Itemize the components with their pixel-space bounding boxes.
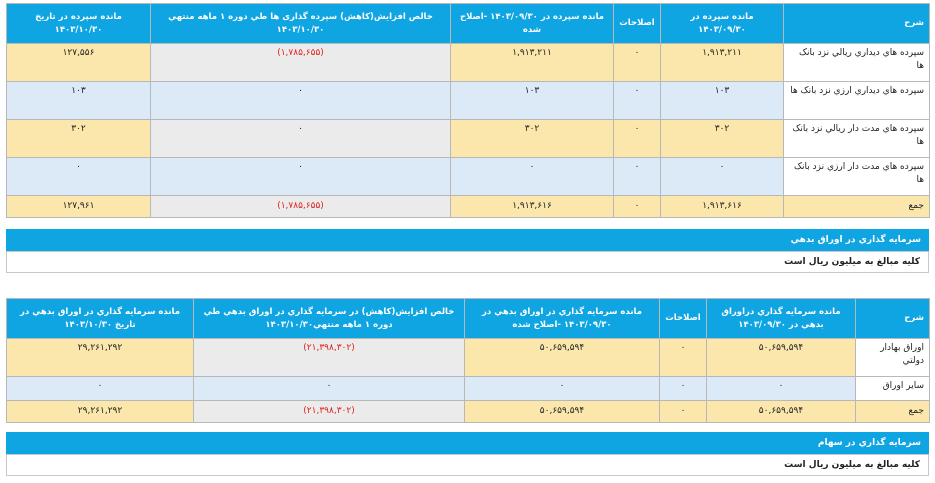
total-balance-adjusted: ۱,۹۱۳,۶۱۶ [451,196,614,218]
cell-balance-start: ۰ [661,158,784,196]
cell-adjustments: ۰ [614,44,661,82]
header-adjustments: اصلاحات [660,299,707,339]
cell-balance-adjusted: ۰ [451,158,614,196]
row-label: ساير اوراق [856,377,930,401]
row-label: سپرده هاي ديداري ريالي نزد بانک ها [784,44,930,82]
cell-balance-end: ۱۲۷,۵۵۶ [7,44,151,82]
bonds-table [6,298,930,423]
row-label: اوراق بهادار دولتي [856,339,930,377]
header-net-change: خالص افزايش(کاهش) در سرمايه گذاري در اوراق بدهي طي دوره ۱ ماهه منتهي۱۴۰۳/۱۰/۳۰ [194,299,465,339]
table-row [7,120,930,158]
table-row [7,339,930,377]
cell-adjustments: ۰ [614,120,661,158]
cell-balance-adjusted: ۳۰۲ [451,120,614,158]
row-label: سپرده هاي ديداري ارزي نزد بانک ها [784,82,930,120]
header-adjustments: اصلاحات [614,4,661,44]
header-description: شرح [856,299,930,339]
header-balance-adjusted: مانده سرمايه گذاري در اوراق بدهي در ۱۴۰۳/۰۹/۳۰ -اصلاح شده [465,299,660,339]
table-row [7,82,930,120]
total-balance-end: ۱۲۷,۹۶۱ [7,196,151,218]
cell-net-change: (۲۱,۳۹۸,۳۰۲) [194,339,465,377]
bonds-section-title: سرمايه گذاري در اوراق بدهي [6,229,929,251]
cell-adjustments: ۰ [614,82,661,120]
table-row [7,158,930,196]
table-row [7,377,930,401]
cell-balance-adjusted: ۵۰,۶۵۹,۵۹۴ [465,339,660,377]
total-row [7,401,930,423]
row-label: سپرده هاي مدت دار ارزي نزد بانک ها [784,158,930,196]
cell-balance-start: ۱,۹۱۳,۲۱۱ [661,44,784,82]
cell-net-change: ۰ [194,377,465,401]
total-label: جمع [856,401,930,423]
cell-balance-adjusted: ۰ [465,377,660,401]
cell-balance-start: ۱۰۳ [661,82,784,120]
header-balance-end: مانده سرمايه گذاري در اوراق بدهي در تاريخ ۱۴۰۳/۱۰/۳۰ [7,299,194,339]
header-net-change: خالص افزایش(کاهش) سپرده گذاری ها طي دوره ۱ ماهه منتهي ۱۴۰۳/۱۰/۳۰ [151,4,451,44]
row-label: سپرده هاي مدت دار ريالي نزد بانک ها [784,120,930,158]
cell-adjustments: ۰ [660,377,707,401]
cell-balance-end: ۰ [7,158,151,196]
deposits-header-row [7,4,930,44]
header-balance-start: مانده سپرده در ۱۴۰۳/۰۹/۳۰ [661,4,784,44]
cell-balance-end: ۰ [7,377,194,401]
bonds-units-note: کليه مبالغ به ميليون ريال است [6,251,929,273]
cell-balance-end: ۱۰۳ [7,82,151,120]
total-adjustments: ۰ [614,196,661,218]
cell-balance-end: ۲۹,۲۶۱,۲۹۲ [7,339,194,377]
cell-balance-start: ۰ [707,377,856,401]
cell-net-change: ۰ [151,158,451,196]
bonds-header-row [7,299,930,339]
cell-adjustments: ۰ [614,158,661,196]
total-net-change: (۲۱,۳۹۸,۳۰۲) [194,401,465,423]
header-balance-end: مانده سپرده در تاريخ ۱۴۰۳/۱۰/۳۰ [7,4,151,44]
total-balance-start: ۵۰,۶۵۹,۵۹۴ [707,401,856,423]
header-balance-start: مانده سرمايه گذاري دراوراق بدهي در ۱۴۰۳/۰۹/۳۰ [707,299,856,339]
header-description: شرح [784,4,930,44]
stocks-units-note: کليه مبالغ به ميليون ريال است [6,454,929,476]
cell-net-change: (۱,۷۸۵,۶۵۵) [151,44,451,82]
total-row [7,196,930,218]
total-net-change: (۱,۷۸۵,۶۵۵) [151,196,451,218]
table-row [7,44,930,82]
header-balance-adjusted: مانده سپرده در ۱۴۰۳/۰۹/۳۰ -اصلاح شده [451,4,614,44]
total-balance-start: ۱,۹۱۳,۶۱۶ [661,196,784,218]
stocks-section-title: سرمايه گذاري در سهام [6,432,929,454]
cell-balance-adjusted: ۱,۹۱۳,۲۱۱ [451,44,614,82]
cell-balance-start: ۵۰,۶۵۹,۵۹۴ [707,339,856,377]
total-label: جمع [784,196,930,218]
cell-net-change: ۰ [151,120,451,158]
cell-balance-end: ۳۰۲ [7,120,151,158]
total-adjustments: ۰ [660,401,707,423]
cell-balance-start: ۳۰۲ [661,120,784,158]
total-balance-end: ۲۹,۲۶۱,۲۹۲ [7,401,194,423]
cell-net-change: ۰ [151,82,451,120]
deposits-table [6,3,930,218]
cell-balance-adjusted: ۱۰۳ [451,82,614,120]
total-balance-adjusted: ۵۰,۶۵۹,۵۹۴ [465,401,660,423]
cell-adjustments: ۰ [660,339,707,377]
